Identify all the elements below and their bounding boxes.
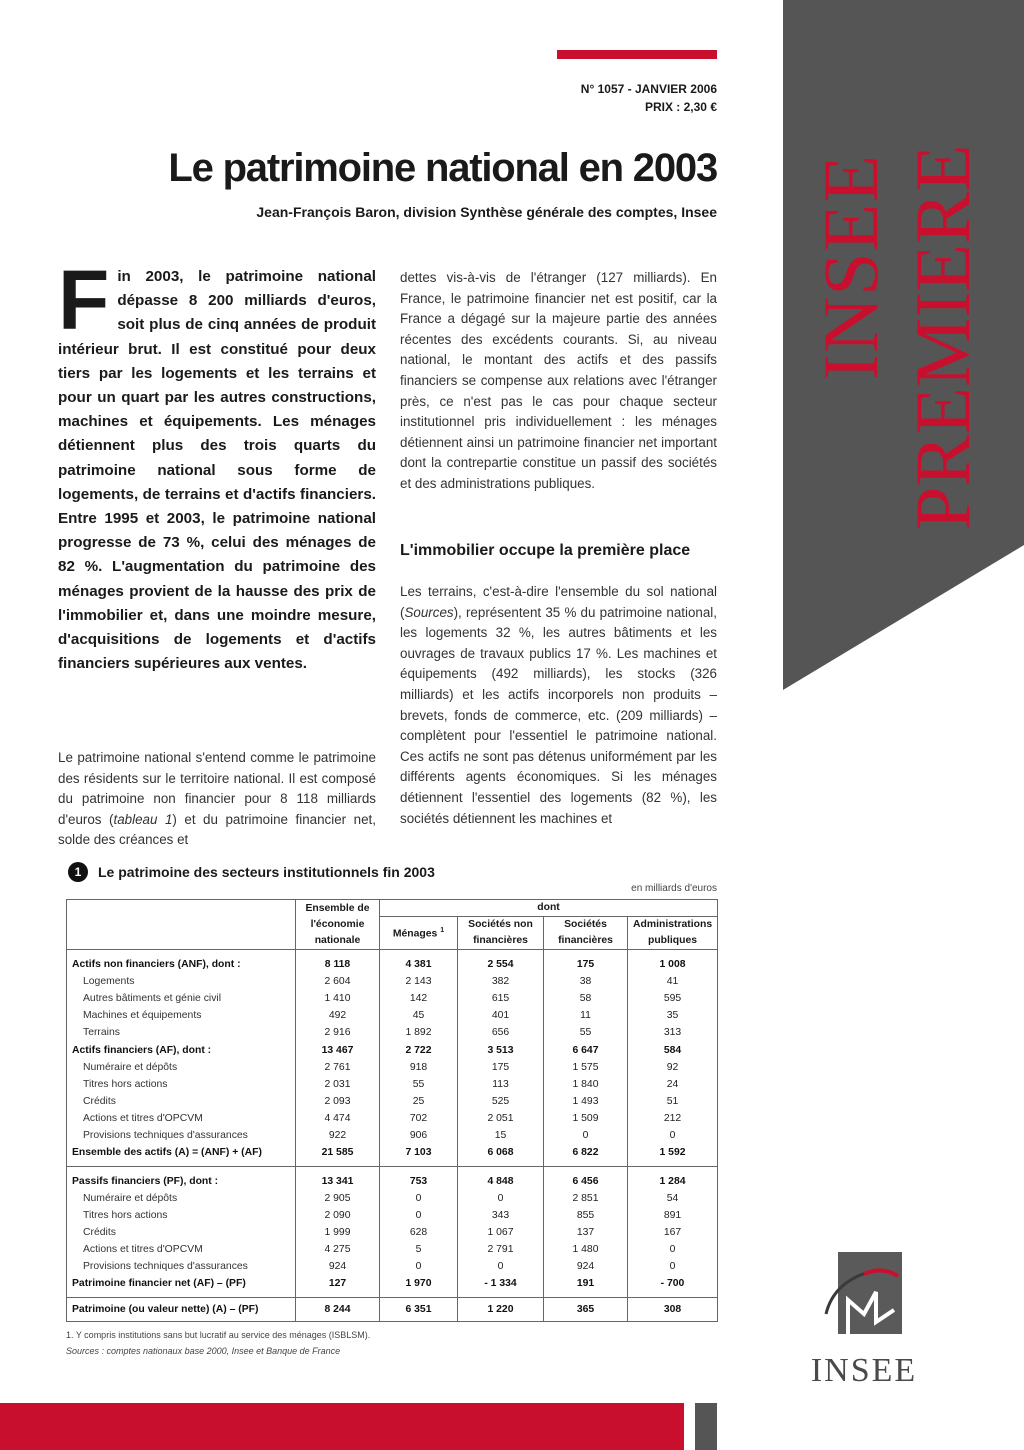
table-row — [67, 1167, 718, 1190]
table-body — [67, 950, 718, 1322]
table-cell: 0 — [380, 1190, 458, 1207]
issue-info — [581, 80, 717, 116]
table-cell: 8 118 — [296, 950, 380, 973]
table-row — [67, 1059, 718, 1076]
table-cell: 906 — [380, 1127, 458, 1144]
row-label: Numéraire et dépôts — [67, 1059, 296, 1076]
table-cell: 2 604 — [296, 973, 380, 990]
row-label: Actions et titres d'OPCVM — [67, 1110, 296, 1127]
table-cell: 1 493 — [544, 1093, 628, 1110]
header-rule — [557, 50, 717, 59]
table-cell: 45 — [380, 1007, 458, 1024]
table-title — [68, 862, 435, 882]
row-label: Titres hors actions — [67, 1076, 296, 1093]
header-menages — [380, 917, 458, 950]
insee-logo-word: INSEE — [810, 1352, 918, 1389]
header-snf: Sociétés non financières — [458, 917, 544, 950]
header-dont: dont — [380, 900, 718, 917]
brand-word-insee: INSEE — [807, 154, 894, 380]
table-cell: 7 103 — [380, 1145, 458, 1167]
table-cell: 924 — [296, 1258, 380, 1275]
table-cell: 2 916 — [296, 1024, 380, 1041]
table-cell: 167 — [628, 1224, 718, 1241]
table-cell: 58 — [544, 990, 628, 1007]
header-apu: Administrations publiques — [628, 917, 718, 950]
table-cell: 365 — [544, 1298, 628, 1322]
table-cell: 525 — [458, 1093, 544, 1110]
table-cell: 127 — [296, 1276, 380, 1298]
table-cell: 4 275 — [296, 1241, 380, 1258]
insee-logo — [808, 1252, 920, 1402]
row-label: Terrains — [67, 1024, 296, 1041]
row-label: Patrimoine financier net (AF) – (PF) — [67, 1276, 296, 1298]
body-column-left — [58, 748, 376, 851]
table-row — [67, 950, 718, 973]
table-cell: 51 — [628, 1093, 718, 1110]
table-cell: - 1 334 — [458, 1276, 544, 1298]
table-cell: 595 — [628, 990, 718, 1007]
table-cell: 13 341 — [296, 1167, 380, 1190]
table-cell: 113 — [458, 1076, 544, 1093]
header-empty — [67, 900, 296, 950]
table-cell: 191 — [544, 1276, 628, 1298]
header-sf: Sociétés financières — [544, 917, 628, 950]
table-cell: - 700 — [628, 1276, 718, 1298]
table-reference: tableau 1 — [113, 811, 173, 827]
table-row — [67, 1298, 718, 1322]
table-cell: 891 — [628, 1207, 718, 1224]
brand-vertical-title — [807, 40, 1002, 540]
table-cell: 4 381 — [380, 950, 458, 973]
table-title-text: Le patrimoine des secteurs institutionnels fin 2003 — [98, 864, 435, 880]
intro-paragraph — [58, 253, 376, 676]
body-text: Le patrimoine national s'entend comme le patrimoine des résidents sur le territoire national. Il est composé du patrimoine non financier pour 8 118 milliards d'euros ( — [58, 750, 376, 827]
table-cell: 92 — [628, 1059, 718, 1076]
table-row — [67, 1007, 718, 1024]
table-cell: 25 — [380, 1093, 458, 1110]
footer-gray-block — [695, 1403, 717, 1450]
author-line: Jean-François Baron, division Synthèse générale des comptes, Insee — [256, 204, 717, 220]
row-label: Crédits — [67, 1093, 296, 1110]
table-cell: 175 — [544, 950, 628, 973]
intro-text: in 2003, le patrimoine national dépasse 8 200 milliards d'euros, soit plus de cinq années de produit intérieur brut. Il est constitué pour deux tiers par les logements et les terrains et pour un quart par les autres constructions, machines et équipements. Les ménages détiennent plus des trois quarts du patrimoine national sous forme de logements, de terrains et d'actifs financiers. Entre 1995 et 2003, le patrimoine national progresse de 73 %, celui des ménages de 82 %. L'augmentation du patrimoine des ménages provient de la hausse des prix de l'immobilier et, dans une moindre mesure, d'acquisitions de logements et d'actifs financiers supérieures aux ventes. — [58, 268, 376, 673]
table-cell: 8 244 — [296, 1298, 380, 1322]
table-sources: Sources : comptes nationaux base 2000, Insee et Banque de France — [66, 1346, 341, 1356]
table-cell: 55 — [380, 1076, 458, 1093]
table-cell: 753 — [380, 1167, 458, 1190]
table-cell: 1 575 — [544, 1059, 628, 1076]
table-cell: 2 851 — [544, 1190, 628, 1207]
section-heading: L'immobilier occupe la première place — [400, 542, 691, 559]
table-row — [67, 1041, 718, 1058]
body-text: ), représentent 35 % du patrimoine national, les logements 32 %, les autres bâtiments et les ouvrages de travaux publics 17 %. Les machines et équipements (492 milliards), les stocks (326 milliards) et les actifs incorporels non produits – brevets, fonds de commerce, etc. (209 milliards) – complètent pour l'essentiel le patrimoine national. Ces actifs ne sont pas détenus uniformément par les différents agents économiques. Si les ménages détiennent l'essentiel des logements (82 %), les sociétés détiennent les machines et — [400, 604, 717, 826]
body-text: Les terrains, c'est-à-dire l'ensemble du sol national ( — [400, 584, 717, 620]
table-cell: 0 — [458, 1190, 544, 1207]
table-cell: 4 848 — [458, 1167, 544, 1190]
table-number-badge: 1 — [68, 862, 88, 882]
sources-reference: Sources — [404, 604, 454, 620]
header-total: Ensemble de l'économie nationale — [296, 900, 380, 950]
row-label: Patrimoine (ou valeur nette) (A) – (PF) — [67, 1298, 296, 1322]
table-cell: 401 — [458, 1007, 544, 1024]
table-cell: 1 840 — [544, 1076, 628, 1093]
table-cell: 382 — [458, 973, 544, 990]
table-cell: 0 — [628, 1241, 718, 1258]
row-label: Passifs financiers (PF), dont : — [67, 1167, 296, 1190]
table-cell: 1 509 — [544, 1110, 628, 1127]
table-row — [67, 1145, 718, 1167]
table-cell: 1 480 — [544, 1241, 628, 1258]
table-cell: 2 761 — [296, 1059, 380, 1076]
table-row — [67, 1110, 718, 1127]
row-label: Provisions techniques d'assurances — [67, 1127, 296, 1144]
table-cell: 6 068 — [458, 1145, 544, 1167]
table-cell: 1 410 — [296, 990, 380, 1007]
table-cell: 4 474 — [296, 1110, 380, 1127]
body-column-right-bottom — [400, 582, 717, 829]
table-cell: 0 — [544, 1127, 628, 1144]
table-cell: 1 970 — [380, 1276, 458, 1298]
row-label: Actions et titres d'OPCVM — [67, 1241, 296, 1258]
table-cell: 2 722 — [380, 1041, 458, 1058]
table-cell: 492 — [296, 1007, 380, 1024]
table-units: en milliards d'euros — [631, 883, 717, 894]
table-row — [67, 1093, 718, 1110]
table-row — [67, 1241, 718, 1258]
row-label: Actifs financiers (AF), dont : — [67, 1041, 296, 1058]
row-label: Titres hors actions — [67, 1207, 296, 1224]
table-row — [67, 1207, 718, 1224]
table-cell: 137 — [544, 1224, 628, 1241]
table-cell: 656 — [458, 1024, 544, 1041]
table-cell: 2 093 — [296, 1093, 380, 1110]
table-row — [67, 1127, 718, 1144]
table-cell: 21 585 — [296, 1145, 380, 1167]
table-cell: 2 031 — [296, 1076, 380, 1093]
patrimoine-table — [66, 899, 718, 1322]
table-cell: 2 090 — [296, 1207, 380, 1224]
table-cell: 343 — [458, 1207, 544, 1224]
table-row — [67, 1224, 718, 1241]
table-cell: 2 143 — [380, 973, 458, 990]
page-title: Le patrimoine national en 2003 — [168, 146, 717, 190]
table-cell: 13 467 — [296, 1041, 380, 1058]
table-cell: 702 — [380, 1110, 458, 1127]
table-cell: 11 — [544, 1007, 628, 1024]
table-cell: 0 — [628, 1127, 718, 1144]
dropcap: F — [58, 253, 110, 347]
table-cell: 6 456 — [544, 1167, 628, 1190]
table-cell: 1 284 — [628, 1167, 718, 1190]
table-cell: 308 — [628, 1298, 718, 1322]
row-label: Logements — [67, 973, 296, 990]
footnote-marker: 1 — [440, 927, 445, 935]
table-cell: 922 — [296, 1127, 380, 1144]
table-cell: 38 — [544, 973, 628, 990]
table-cell: 35 — [628, 1007, 718, 1024]
table-cell: 628 — [380, 1224, 458, 1241]
issue-price: PRIX : 2,30 € — [644, 100, 717, 114]
table-cell: 41 — [628, 973, 718, 990]
table-cell: 1 999 — [296, 1224, 380, 1241]
table-cell: 924 — [544, 1258, 628, 1275]
table-cell: 0 — [628, 1258, 718, 1275]
table-cell: 1 892 — [380, 1024, 458, 1041]
row-label: Ensemble des actifs (A) = (ANF) + (AF) — [67, 1145, 296, 1167]
body-text: ) et du patrimoine financier net, solde des créances et — [58, 811, 376, 848]
header-menages-label: Ménages — [392, 928, 438, 940]
table-cell: 855 — [544, 1207, 628, 1224]
table-cell: 1 220 — [458, 1298, 544, 1322]
body-column-right-top: dettes vis-à-vis de l'étranger (127 milliards). En France, le patrimoine financier net est positif, car la France a dégagé sur la majeure partie des années récentes des excédents courants. Si, au niveau national, le montant des actifs et des passifs financiers se compense aux relations avec l'étranger près, ce n'est pas le cas pour chaque secteur institutionnel pris individuellement : les ménages détiennent ainsi un patrimoine financier net important dont la contrepartie constitue un passif des sociétés et des administrations publiques. — [400, 270, 717, 491]
table-cell: 615 — [458, 990, 544, 1007]
table-cell: 1 008 — [628, 950, 718, 973]
table-row — [67, 1190, 718, 1207]
table-footnote: 1. Y compris institutions sans but lucratif au service des ménages (ISBLSM). — [66, 1330, 371, 1340]
table-cell: 175 — [458, 1059, 544, 1076]
table-cell: 142 — [380, 990, 458, 1007]
table-row — [67, 990, 718, 1007]
row-label: Provisions techniques d'assurances — [67, 1258, 296, 1275]
table-row — [67, 1076, 718, 1093]
brand-word-premiere: PREMIERE — [899, 144, 986, 530]
table-cell: 6 351 — [380, 1298, 458, 1322]
table-cell: 2 905 — [296, 1190, 380, 1207]
table-cell: 6 822 — [544, 1145, 628, 1167]
row-label: Actifs non financiers (ANF), dont : — [67, 950, 296, 973]
table-cell: 0 — [380, 1258, 458, 1275]
table-cell: 1 067 — [458, 1224, 544, 1241]
table-cell: 1 592 — [628, 1145, 718, 1167]
table-row — [67, 973, 718, 990]
table-cell: 584 — [628, 1041, 718, 1058]
table-cell: 15 — [458, 1127, 544, 1144]
table-cell: 0 — [380, 1207, 458, 1224]
table-cell: 2 791 — [458, 1241, 544, 1258]
table-cell: 313 — [628, 1024, 718, 1041]
table-cell: 918 — [380, 1059, 458, 1076]
table-cell: 55 — [544, 1024, 628, 1041]
issue-number: N° 1057 - JANVIER 2006 — [580, 82, 717, 96]
row-label: Crédits — [67, 1224, 296, 1241]
row-label: Machines et équipements — [67, 1007, 296, 1024]
table-cell: 6 647 — [544, 1041, 628, 1058]
table-cell: 2 554 — [458, 950, 544, 973]
row-label: Autres bâtiments et génie civil — [67, 990, 296, 1007]
table-cell: 2 051 — [458, 1110, 544, 1127]
table-cell: 5 — [380, 1241, 458, 1258]
table-row — [67, 1258, 718, 1275]
table-cell: 0 — [458, 1258, 544, 1275]
footer-accent-bar — [0, 1403, 684, 1450]
table-row — [67, 1024, 718, 1041]
table-cell: 24 — [628, 1076, 718, 1093]
table-cell: 3 513 — [458, 1041, 544, 1058]
table-cell: 212 — [628, 1110, 718, 1127]
table-row — [67, 1276, 718, 1298]
row-label: Numéraire et dépôts — [67, 1190, 296, 1207]
insee-logo-mark-icon — [824, 1252, 904, 1344]
table-cell: 54 — [628, 1190, 718, 1207]
